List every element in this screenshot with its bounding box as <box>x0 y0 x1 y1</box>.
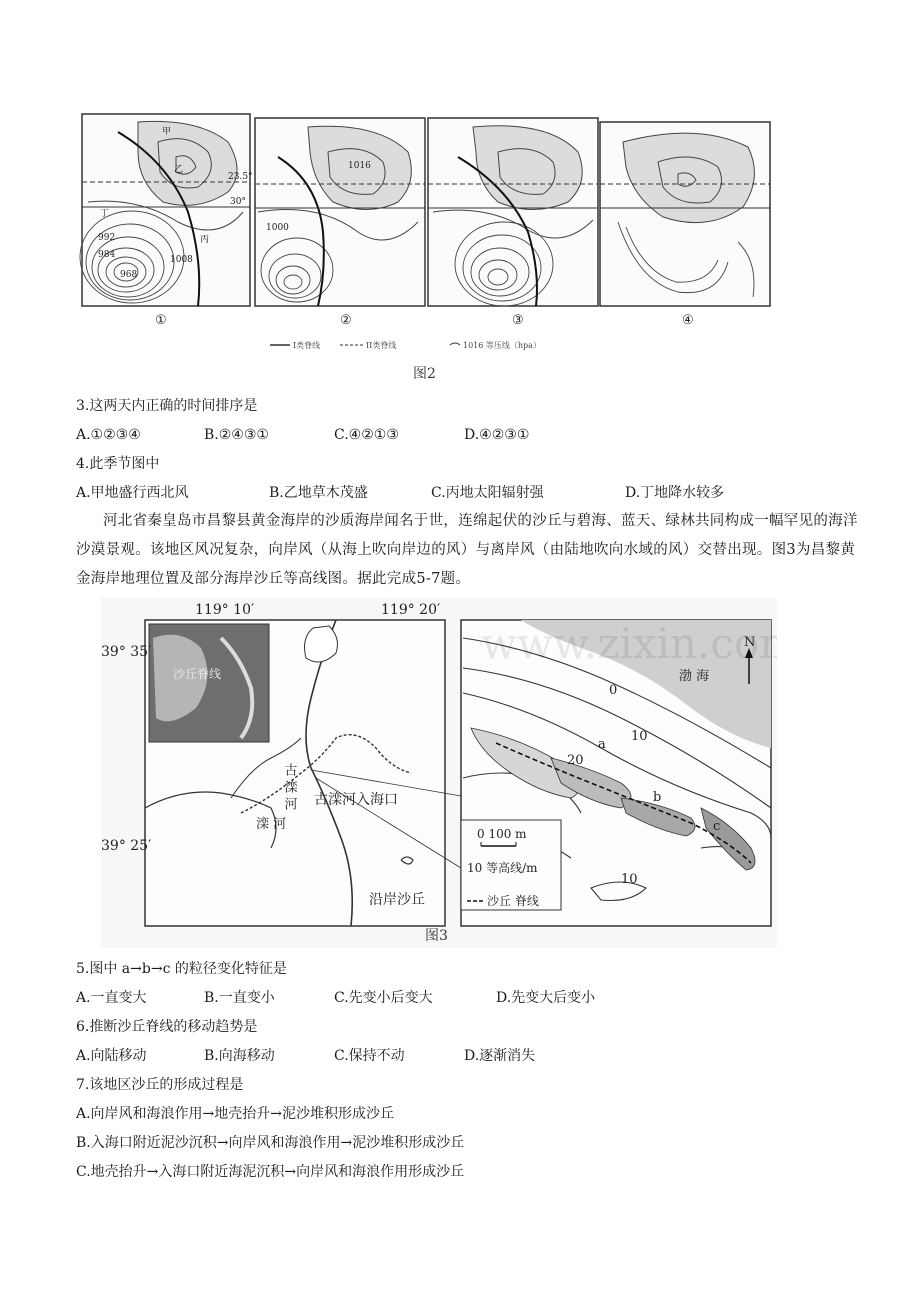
fig2-isobar-968: 968 <box>120 270 138 280</box>
panel-number-3: ③ <box>512 313 524 328</box>
question-6-option-c: C.保持不动 <box>334 1048 405 1064</box>
point-label-b: b <box>653 790 662 805</box>
question-3-option-c: C.④②①③ <box>334 427 399 443</box>
figure-3-caption: 图3 <box>425 928 448 944</box>
question-3-stem: 3.这两天内正确的时间排序是 <box>76 398 258 414</box>
question-4-option-c: C.丙地太阳辐射强 <box>431 485 544 501</box>
fig2-lat-235: 23.5° <box>228 172 253 182</box>
fig2-label-jia: 甲 <box>162 127 172 137</box>
legend-ridge-1: I类脊线 <box>293 341 321 350</box>
legend-contour-label: 10 等高线/m <box>467 861 538 875</box>
question-3-option-a: A.①②③④ <box>76 427 141 443</box>
question-4-option-a: A.甲地盛行西北风 <box>76 485 189 501</box>
lat-label-39-35: 39° 35′ <box>101 644 152 660</box>
question-3-option-d: D.④②③① <box>464 427 530 443</box>
fig2-label-yi: 乙 <box>174 165 184 175</box>
weather-map-panel-2 <box>255 118 425 306</box>
figure-2-legend <box>270 340 541 350</box>
river-label-vertical: 古 滦 河 <box>281 763 297 811</box>
fig2-isobar-1008: 1008 <box>170 255 193 265</box>
question-7-option-b: B.入海口附近泥沙沉积→向岸风和海浪作用→泥沙堆积形成沙丘 <box>76 1135 465 1151</box>
question-3-option-b: B.②④③① <box>204 427 269 443</box>
question-7-stem: 7.该地区沙丘的形成过程是 <box>76 1077 244 1093</box>
question-6-option-a: A.向陆移动 <box>76 1048 147 1064</box>
question-5-option-a: A.一直变大 <box>76 990 147 1006</box>
fig2-isobar-992: 992 <box>98 233 116 243</box>
weather-map-panel-3 <box>428 118 598 306</box>
fig2-isobar-1016: 1016 <box>348 161 371 171</box>
watermark: www.zixin.co <box>481 619 760 668</box>
figure-2-svg <box>78 112 778 387</box>
point-label-c: c <box>713 819 721 834</box>
river-label-luanhe: 滦 河 <box>256 817 287 832</box>
fig2-label-bing: 丙 <box>200 235 210 245</box>
figure-2-caption: 图2 <box>413 366 436 382</box>
lon-label-119-10: 119° 10′ <box>195 602 255 618</box>
question-5-option-b: B.一直变小 <box>204 990 275 1006</box>
lat-label-39-25: 39° 25′ <box>101 838 152 854</box>
question-6-option-b: B.向海移动 <box>204 1048 275 1064</box>
question-7-option-a: A.向岸风和海浪作用→地壳抬升→泥沙堆积形成沙丘 <box>76 1106 395 1122</box>
legend-ridge-2: II类脊线 <box>366 341 397 350</box>
fig2-label-ding: 丁 <box>100 209 110 219</box>
figure-3 <box>101 598 777 948</box>
legend-ridge-label: 沙丘 脊线 <box>487 894 539 908</box>
fig2-lat-30: 30° <box>230 197 246 207</box>
north-arrow-label: N <box>744 635 756 650</box>
sea-label: 渤 海 <box>679 669 710 684</box>
fig2-isobar-1000: 1000 <box>266 223 289 233</box>
question-6-stem: 6.推断沙丘脊线的移动趋势是 <box>76 1019 258 1035</box>
location-map <box>145 620 461 926</box>
contour-label-10-bottom: 10 <box>621 872 638 887</box>
contour-label-0: 0 <box>609 683 618 698</box>
panel-number-4: ④ <box>682 313 694 328</box>
reading-passage: 河北省秦皇岛市昌黎县黄金海岸的沙质海岸闻名于世，连绵起伏的沙丘与碧海、蓝天、绿林共同构成一幅罕见的海洋沙漠景观。该地区风况复杂，向岸风（从海上吹向岸边的风）与离岸风（由陆地吹向水域的风）交替出现。图3为昌黎黄金海岸地理位置及部分海岸沙丘等高线图。据此完成5-7题。 <box>76 513 858 587</box>
question-6-option-d: D.逐渐消失 <box>464 1048 536 1064</box>
question-5-stem: 5.图中 a→b→c 的粒径变化特征是 <box>76 961 287 977</box>
scale-bar-label: 0 100 m <box>477 827 527 841</box>
figure-2 <box>78 112 778 387</box>
contour-label-10: 10 <box>631 729 648 744</box>
weather-map-panel-4 <box>600 122 770 306</box>
dune-label: 沿岸沙丘 <box>369 892 425 908</box>
inset-ridge-text: 沙丘脊线 <box>173 667 222 681</box>
question-7-option-c: C.地壳抬升→入海口附近海泥沉积→向岸风和海浪作用形成沙丘 <box>76 1164 465 1180</box>
question-4-stem: 4.此季节图中 <box>76 456 160 472</box>
point-label-a: a <box>598 737 606 752</box>
contour-label-20: 20 <box>567 753 584 768</box>
legend-isobar: 1016 等压线（hpa） <box>463 341 541 350</box>
lon-label-119-20: 119° 20′ <box>381 602 441 618</box>
panel-number-2: ② <box>340 313 352 328</box>
panel-number-1: ① <box>155 313 167 328</box>
question-5-option-c: C.先变小后变大 <box>334 990 433 1006</box>
figure-3-svg <box>101 598 777 948</box>
question-4-option-b: B.乙地草木茂盛 <box>269 485 368 501</box>
question-4-option-d: D.丁地降水较多 <box>625 485 725 501</box>
question-5-option-d: D.先变大后变小 <box>496 990 596 1006</box>
river-mouth-label: 古滦河入海口 <box>314 792 398 808</box>
fig2-isobar-984: 984 <box>98 250 116 260</box>
